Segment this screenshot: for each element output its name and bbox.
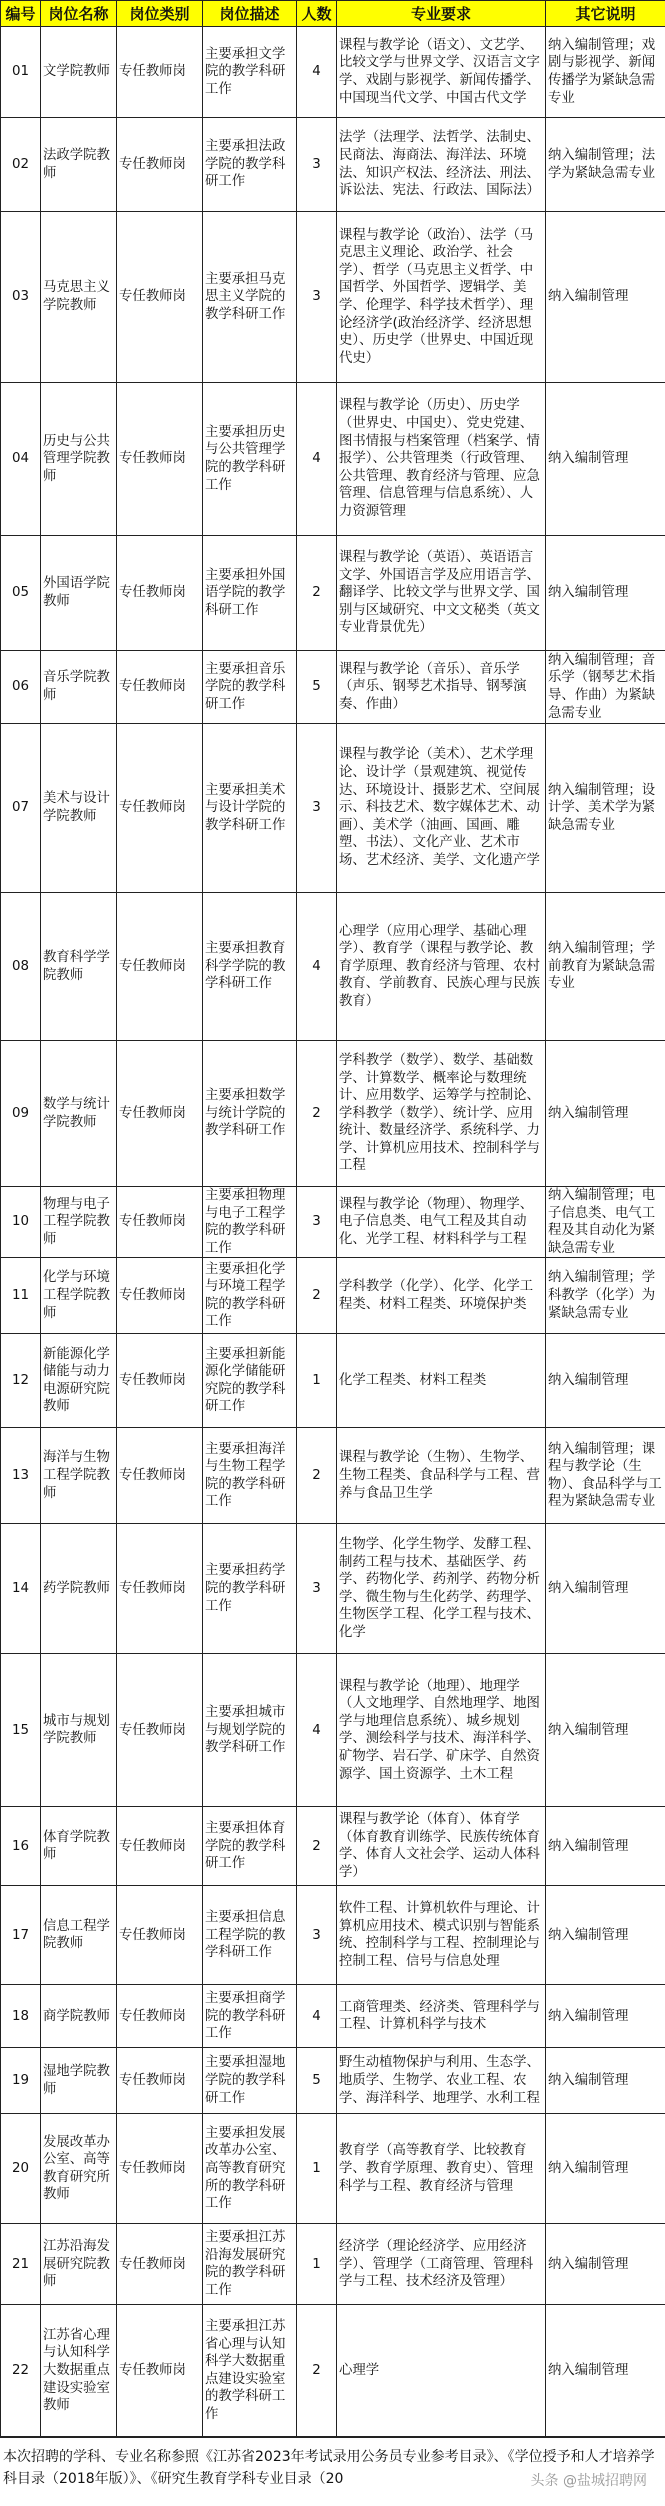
cell-major-requirements: 课程与教学论（体育）、体育学（体育教育训练学、民族传统体育学、体育人文社会学、运动人体科学） — [337, 1807, 546, 1886]
table-row — [1, 1187, 665, 1258]
cell-major-requirements: 心理学（应用心理学、基础心理学）、教育学（课程与教学论、教育学原理、教育经济与管理、农村教育、学前教育、民族心理与民族教育） — [337, 893, 546, 1041]
cell-description: 主要承担体育学院的教学科研工作 — [203, 1807, 297, 1886]
cell-number: 02 — [1, 118, 41, 212]
table-row — [1, 1258, 665, 1334]
table-row — [1, 212, 665, 383]
cell-position-type: 专任教师岗 — [117, 2224, 203, 2305]
cell-position-name: 湿地学院教师 — [41, 2048, 117, 2114]
cell-description: 主要承担信息工程学院的教学科研工作 — [203, 1886, 297, 1985]
cell-number: 08 — [1, 893, 41, 1041]
cell-description: 主要承担商学院的教学科研工作 — [203, 1985, 297, 2048]
cell-position-type: 专任教师岗 — [117, 383, 203, 536]
cell-headcount: 2 — [297, 1258, 337, 1334]
cell-headcount: 3 — [297, 1187, 337, 1258]
cell-notes: 纳入编制管理 — [546, 1334, 665, 1428]
cell-position-type: 专任教师岗 — [117, 2048, 203, 2114]
cell-number: 04 — [1, 383, 41, 536]
cell-notes: 纳入编制管理 — [546, 1654, 665, 1807]
table-row — [1, 1428, 665, 1524]
cell-position-name: 马克思主义学院教师 — [41, 212, 117, 383]
table-row — [1, 1807, 665, 1886]
table-row — [1, 651, 665, 724]
cell-headcount: 2 — [297, 1807, 337, 1886]
cell-major-requirements: 学科教学（化学）、化学、化学工程类、材料工程类、环境保护类 — [337, 1258, 546, 1334]
cell-position-name: 法政学院教师 — [41, 118, 117, 212]
cell-description: 主要承担历史与公共管理学院的教学科研工作 — [203, 383, 297, 536]
cell-major-requirements: 软件工程、计算机软件与理论、计算机应用技术、模式识别与智能系统、控制科学与工程、控制理论与控制工程、信号与信息处理 — [337, 1886, 546, 1985]
cell-notes: 纳入编制管理；音乐学（钢琴艺术指导、作曲）为紧缺急需专业 — [546, 651, 665, 724]
cell-position-name: 外国语学院教师 — [41, 536, 117, 651]
cell-description: 主要承担江苏沿海发展研究院的教学科研工作 — [203, 2224, 297, 2305]
cell-description: 主要承担外国语学院的教学科研工作 — [203, 536, 297, 651]
cell-headcount: 2 — [297, 536, 337, 651]
cell-headcount: 3 — [297, 1886, 337, 1985]
cell-notes: 纳入编制管理；设计学、美术学为紧缺急需专业 — [546, 724, 665, 893]
cell-position-name: 海洋与生物工程学院教师 — [41, 1428, 117, 1524]
cell-notes: 纳入编制管理；法学为紧缺急需专业 — [546, 118, 665, 212]
cell-position-name: 城市与规划学院教师 — [41, 1654, 117, 1807]
cell-major-requirements: 教育学（高等教育学、比较教育学、教育学原理、教育史）、管理科学与工程、教育经济与管理 — [337, 2114, 546, 2224]
cell-number: 01 — [1, 27, 41, 118]
cell-description: 主要承担药学院的教学科研工作 — [203, 1524, 297, 1654]
cell-description: 主要承担物理与电子工程学院的教学科研工作 — [203, 1187, 297, 1258]
cell-major-requirements: 工商管理类、经济类、管理科学与工程、计算机科学与技术 — [337, 1985, 546, 2048]
cell-notes: 纳入编制管理 — [546, 2224, 665, 2305]
cell-position-type: 专任教师岗 — [117, 1524, 203, 1654]
cell-position-type: 专任教师岗 — [117, 893, 203, 1041]
cell-description: 主要承担新能源化学储能研究院的教学科研工作 — [203, 1334, 297, 1428]
table-row — [1, 383, 665, 536]
table-row — [1, 724, 665, 893]
cell-notes: 纳入编制管理 — [546, 1886, 665, 1985]
cell-position-name: 物理与电子工程学院教师 — [41, 1187, 117, 1258]
cell-notes: 纳入编制管理 — [546, 383, 665, 536]
cell-position-type: 专任教师岗 — [117, 651, 203, 724]
cell-position-name: 商学院教师 — [41, 1985, 117, 2048]
table-row — [1, 536, 665, 651]
cell-position-type: 专任教师岗 — [117, 1807, 203, 1886]
cell-description: 主要承担教育科学学院的教学科研工作 — [203, 893, 297, 1041]
cell-major-requirements: 生物学、化学生物学、发酵工程、制药工程与技术、基础医学、药学、药物化学、药剂学、药物分析学、微生物与生化药学、药理学、生物医学工程、化学工程与技术、化学 — [337, 1524, 546, 1654]
cell-major-requirements: 课程与教学论（政治）、法学（马克思主义理论、政治学、社会学）、哲学（马克思主义哲学、中国哲学、外国哲学、逻辑学、美学、伦理学、科学技术哲学）、理论经济学(政治经济学、经济思想史）、历史学（世界史、中国近现代史） — [337, 212, 546, 383]
cell-position-name: 教育科学学院教师 — [41, 893, 117, 1041]
cell-number: 19 — [1, 2048, 41, 2114]
cell-position-type: 专任教师岗 — [117, 1187, 203, 1258]
cell-notes: 纳入编制管理 — [546, 212, 665, 383]
header-note: 其它说明 — [546, 1, 665, 27]
cell-position-name: 信息工程学院教师 — [41, 1886, 117, 1985]
cell-number: 13 — [1, 1428, 41, 1524]
cell-major-requirements: 课程与教学论（生物）、生物学、生物工程类、食品科学与工程、营养与食品卫生学 — [337, 1428, 546, 1524]
cell-position-type: 专任教师岗 — [117, 724, 203, 893]
cell-major-requirements: 课程与教学论（英语）、英语语言文学、外国语言学及应用语言学、翻译学、比较文学与世界文学、国别与区域研究、中文文秘类（英文专业背景优先） — [337, 536, 546, 651]
cell-headcount: 2 — [297, 1428, 337, 1524]
cell-position-type: 专任教师岗 — [117, 212, 203, 383]
cell-position-type: 专任教师岗 — [117, 2305, 203, 2437]
header-count: 人数 — [297, 1, 337, 27]
cell-headcount: 3 — [297, 212, 337, 383]
cell-notes: 纳入编制管理 — [546, 2048, 665, 2114]
cell-headcount: 3 — [297, 118, 337, 212]
cell-description: 主要承担城市与规划学院的教学科研工作 — [203, 1654, 297, 1807]
cell-description: 主要承担法政学院的教学科研工作 — [203, 118, 297, 212]
cell-description: 主要承担海洋与生物工程学院的教学科研工作 — [203, 1428, 297, 1524]
cell-number: 12 — [1, 1334, 41, 1428]
cell-headcount: 5 — [297, 651, 337, 724]
cell-position-name: 数学与统计学院教师 — [41, 1041, 117, 1187]
cell-description: 主要承担数学与统计学院的教学科研工作 — [203, 1041, 297, 1187]
cell-description: 主要承担江苏省心理与认知科学大数据重点建设实验室的教学科研工作 — [203, 2305, 297, 2437]
table-row — [1, 1654, 665, 1807]
header-type: 岗位类别 — [117, 1, 203, 27]
header-major: 专业要求 — [337, 1, 546, 27]
cell-position-name: 江苏沿海发展研究院教师 — [41, 2224, 117, 2305]
cell-description: 主要承担美术与设计学院的教学科研工作 — [203, 724, 297, 893]
cell-position-type: 专任教师岗 — [117, 1886, 203, 1985]
cell-description: 主要承担化学与环境工程学院的教学科研工作 — [203, 1258, 297, 1334]
cell-notes: 纳入编制管理 — [546, 2305, 665, 2437]
cell-notes: 纳入编制管理；课程与教学论（生物）、食品科学与工程为紧缺急需专业 — [546, 1428, 665, 1524]
watermark: 头条 @盐城招聘网 — [531, 2470, 647, 2492]
cell-notes: 纳入编制管理 — [546, 2114, 665, 2224]
cell-notes: 纳入编制管理；学科教学（化学）为紧缺急需专业 — [546, 1258, 665, 1334]
cell-position-type: 专任教师岗 — [117, 1428, 203, 1524]
cell-position-name: 化学与环境工程学院教师 — [41, 1258, 117, 1334]
cell-position-name: 新能源化学储能与动力电源研究院教师 — [41, 1334, 117, 1428]
cell-major-requirements: 学科教学（数学）、数学、基础数学、计算数学、概率论与数理统计、应用数学、运筹学与控制论、学科教学（数学）、统计学、应用统计、数量经济学、系统科学、力学、计算机应用技术、控制科学与工程 — [337, 1041, 546, 1187]
cell-number: 21 — [1, 2224, 41, 2305]
header-row — [1, 1, 665, 27]
table-row — [1, 2224, 665, 2305]
cell-position-name: 江苏省心理与认知科学大数据重点建设实验室教师 — [41, 2305, 117, 2437]
table-body — [1, 27, 665, 2437]
cell-major-requirements: 法学（法理学、法哲学、法制史、民商法、海商法、海洋法、环境法、知识产权法、经济法、刑法、诉讼法、宪法、行政法、国际法） — [337, 118, 546, 212]
cell-major-requirements: 课程与教学论（地理）、地理学（人文地理学、自然地理学、地图学与地理信息系统）、城乡规划学、测绘科学与技术、海洋科学、矿物学、岩石学、矿床学、自然资源学、国土资源学、土木工程 — [337, 1654, 546, 1807]
cell-major-requirements: 经济学（理论经济学、应用经济学）、管理学（工商管理、管理科学与工程、技术经济及管理） — [337, 2224, 546, 2305]
cell-notes: 纳入编制管理 — [546, 1041, 665, 1187]
cell-headcount: 4 — [297, 383, 337, 536]
cell-major-requirements: 野生动植物保护与利用、生态学、地质学、生物学、农业工程、农学、海洋科学、地理学、水利工程 — [337, 2048, 546, 2114]
cell-number: 09 — [1, 1041, 41, 1187]
cell-headcount: 3 — [297, 724, 337, 893]
cell-position-name: 历史与公共管理学院教师 — [41, 383, 117, 536]
cell-position-type: 专任教师岗 — [117, 1258, 203, 1334]
table-row — [1, 2048, 665, 2114]
table-row — [1, 2305, 665, 2437]
cell-description: 主要承担音乐学院的教学科研工作 — [203, 651, 297, 724]
cell-position-name: 美术与设计学院教师 — [41, 724, 117, 893]
cell-headcount: 1 — [297, 1334, 337, 1428]
cell-position-name: 文学院教师 — [41, 27, 117, 118]
cell-description: 主要承担马克思主义学院的教学科研工作 — [203, 212, 297, 383]
table-row — [1, 1886, 665, 1985]
cell-notes: 纳入编制管理 — [546, 1985, 665, 2048]
table-row — [1, 2114, 665, 2224]
cell-position-name: 药学院教师 — [41, 1524, 117, 1654]
cell-position-type: 专任教师岗 — [117, 1654, 203, 1807]
table-row — [1, 893, 665, 1041]
cell-number: 20 — [1, 2114, 41, 2224]
cell-position-name: 体育学院教师 — [41, 1807, 117, 1886]
cell-position-type: 专任教师岗 — [117, 536, 203, 651]
cell-position-type: 专任教师岗 — [117, 1334, 203, 1428]
cell-headcount: 4 — [297, 1654, 337, 1807]
cell-number: 22 — [1, 2305, 41, 2437]
cell-number: 18 — [1, 1985, 41, 2048]
footer-note — [0, 2437, 665, 2506]
cell-number: 05 — [1, 536, 41, 651]
cell-headcount: 4 — [297, 1985, 337, 2048]
cell-notes: 纳入编制管理 — [546, 1524, 665, 1654]
cell-number: 07 — [1, 724, 41, 893]
cell-headcount: 1 — [297, 2224, 337, 2305]
cell-description: 主要承担发展改革办公室、高等教育研究所的教学科研工作 — [203, 2114, 297, 2224]
cell-notes: 纳入编制管理 — [546, 536, 665, 651]
cell-notes: 纳入编制管理；戏剧与影视学、新闻传播学为紧缺急需专业 — [546, 27, 665, 118]
cell-major-requirements: 课程与教学论（历史）、历史学（世界史、中国史）、党史党建、图书情报与档案管理（档案学、情报学）、公共管理类（行政管理、公共管理、教育经济与管理、应急管理、信息管理与信息系统）、人力资源管理 — [337, 383, 546, 536]
cell-number: 16 — [1, 1807, 41, 1886]
cell-position-name: 音乐学院教师 — [41, 651, 117, 724]
header-desc: 岗位描述 — [203, 1, 297, 27]
header-name: 岗位名称 — [41, 1, 117, 27]
table-row — [1, 118, 665, 212]
footer-text: 本次招聘的学科、专业名称参照《江苏省2023年考试录用公务员专业参考目录》、《学位授予和人才培养学科目录（2018年版）》、《研究生教育学科专业目录（20 — [3, 2449, 655, 2487]
cell-notes: 纳入编制管理；电子信息类、电气工程及其自动化为紧缺急需专业 — [546, 1187, 665, 1258]
cell-headcount: 4 — [297, 893, 337, 1041]
cell-notes: 纳入编制管理 — [546, 1807, 665, 1886]
cell-headcount: 4 — [297, 27, 337, 118]
cell-number: 14 — [1, 1524, 41, 1654]
cell-position-type: 专任教师岗 — [117, 1041, 203, 1187]
cell-major-requirements: 化学工程类、材料工程类 — [337, 1334, 546, 1428]
cell-description: 主要承担湿地学院的教学科研工作 — [203, 2048, 297, 2114]
cell-headcount: 3 — [297, 1524, 337, 1654]
cell-number: 06 — [1, 651, 41, 724]
table-row — [1, 1334, 665, 1428]
header-no: 编号 — [1, 1, 41, 27]
cell-headcount: 5 — [297, 2048, 337, 2114]
cell-description: 主要承担文学院的教学科研工作 — [203, 27, 297, 118]
table-row — [1, 1524, 665, 1654]
cell-major-requirements: 课程与教学论（音乐）、音乐学（声乐、钢琴艺术指导、钢琴演奏、作曲） — [337, 651, 546, 724]
cell-number: 03 — [1, 212, 41, 383]
cell-number: 11 — [1, 1258, 41, 1334]
cell-major-requirements: 课程与教学论（美术）、艺术学理论、设计学（景观建筑、视觉传达、环境设计、摄影艺术、空间展示、科技艺术、数字媒体艺术、动画）、美术学（油画、国画、雕塑、书法）、文化产业、艺术市场、艺术经济、美学、文化遗产学 — [337, 724, 546, 893]
cell-position-name: 发展改革办公室、高等教育研究所教师 — [41, 2114, 117, 2224]
cell-number: 17 — [1, 1886, 41, 1985]
cell-position-type: 专任教师岗 — [117, 2114, 203, 2224]
cell-headcount: 2 — [297, 2305, 337, 2437]
cell-position-type: 专任教师岗 — [117, 1985, 203, 2048]
cell-major-requirements: 课程与教学论（语文）、文艺学、比较文学与世界文学、汉语言文字学、戏剧与影视学、新闻传播学、中国现当代文学、中国古代文学 — [337, 27, 546, 118]
table-row — [1, 1041, 665, 1187]
cell-major-requirements: 心理学 — [337, 2305, 546, 2437]
table-row — [1, 1985, 665, 2048]
cell-headcount: 1 — [297, 2114, 337, 2224]
cell-notes: 纳入编制管理；学前教育为紧缺急需专业 — [546, 893, 665, 1041]
cell-headcount: 2 — [297, 1041, 337, 1187]
cell-number: 10 — [1, 1187, 41, 1258]
cell-number: 15 — [1, 1654, 41, 1807]
cell-position-type: 专任教师岗 — [117, 27, 203, 118]
cell-major-requirements: 课程与教学论（物理）、物理学、电子信息类、电气工程及其自动化、光学工程、材料科学与工程 — [337, 1187, 546, 1258]
cell-position-type: 专任教师岗 — [117, 118, 203, 212]
table-row — [1, 27, 665, 118]
